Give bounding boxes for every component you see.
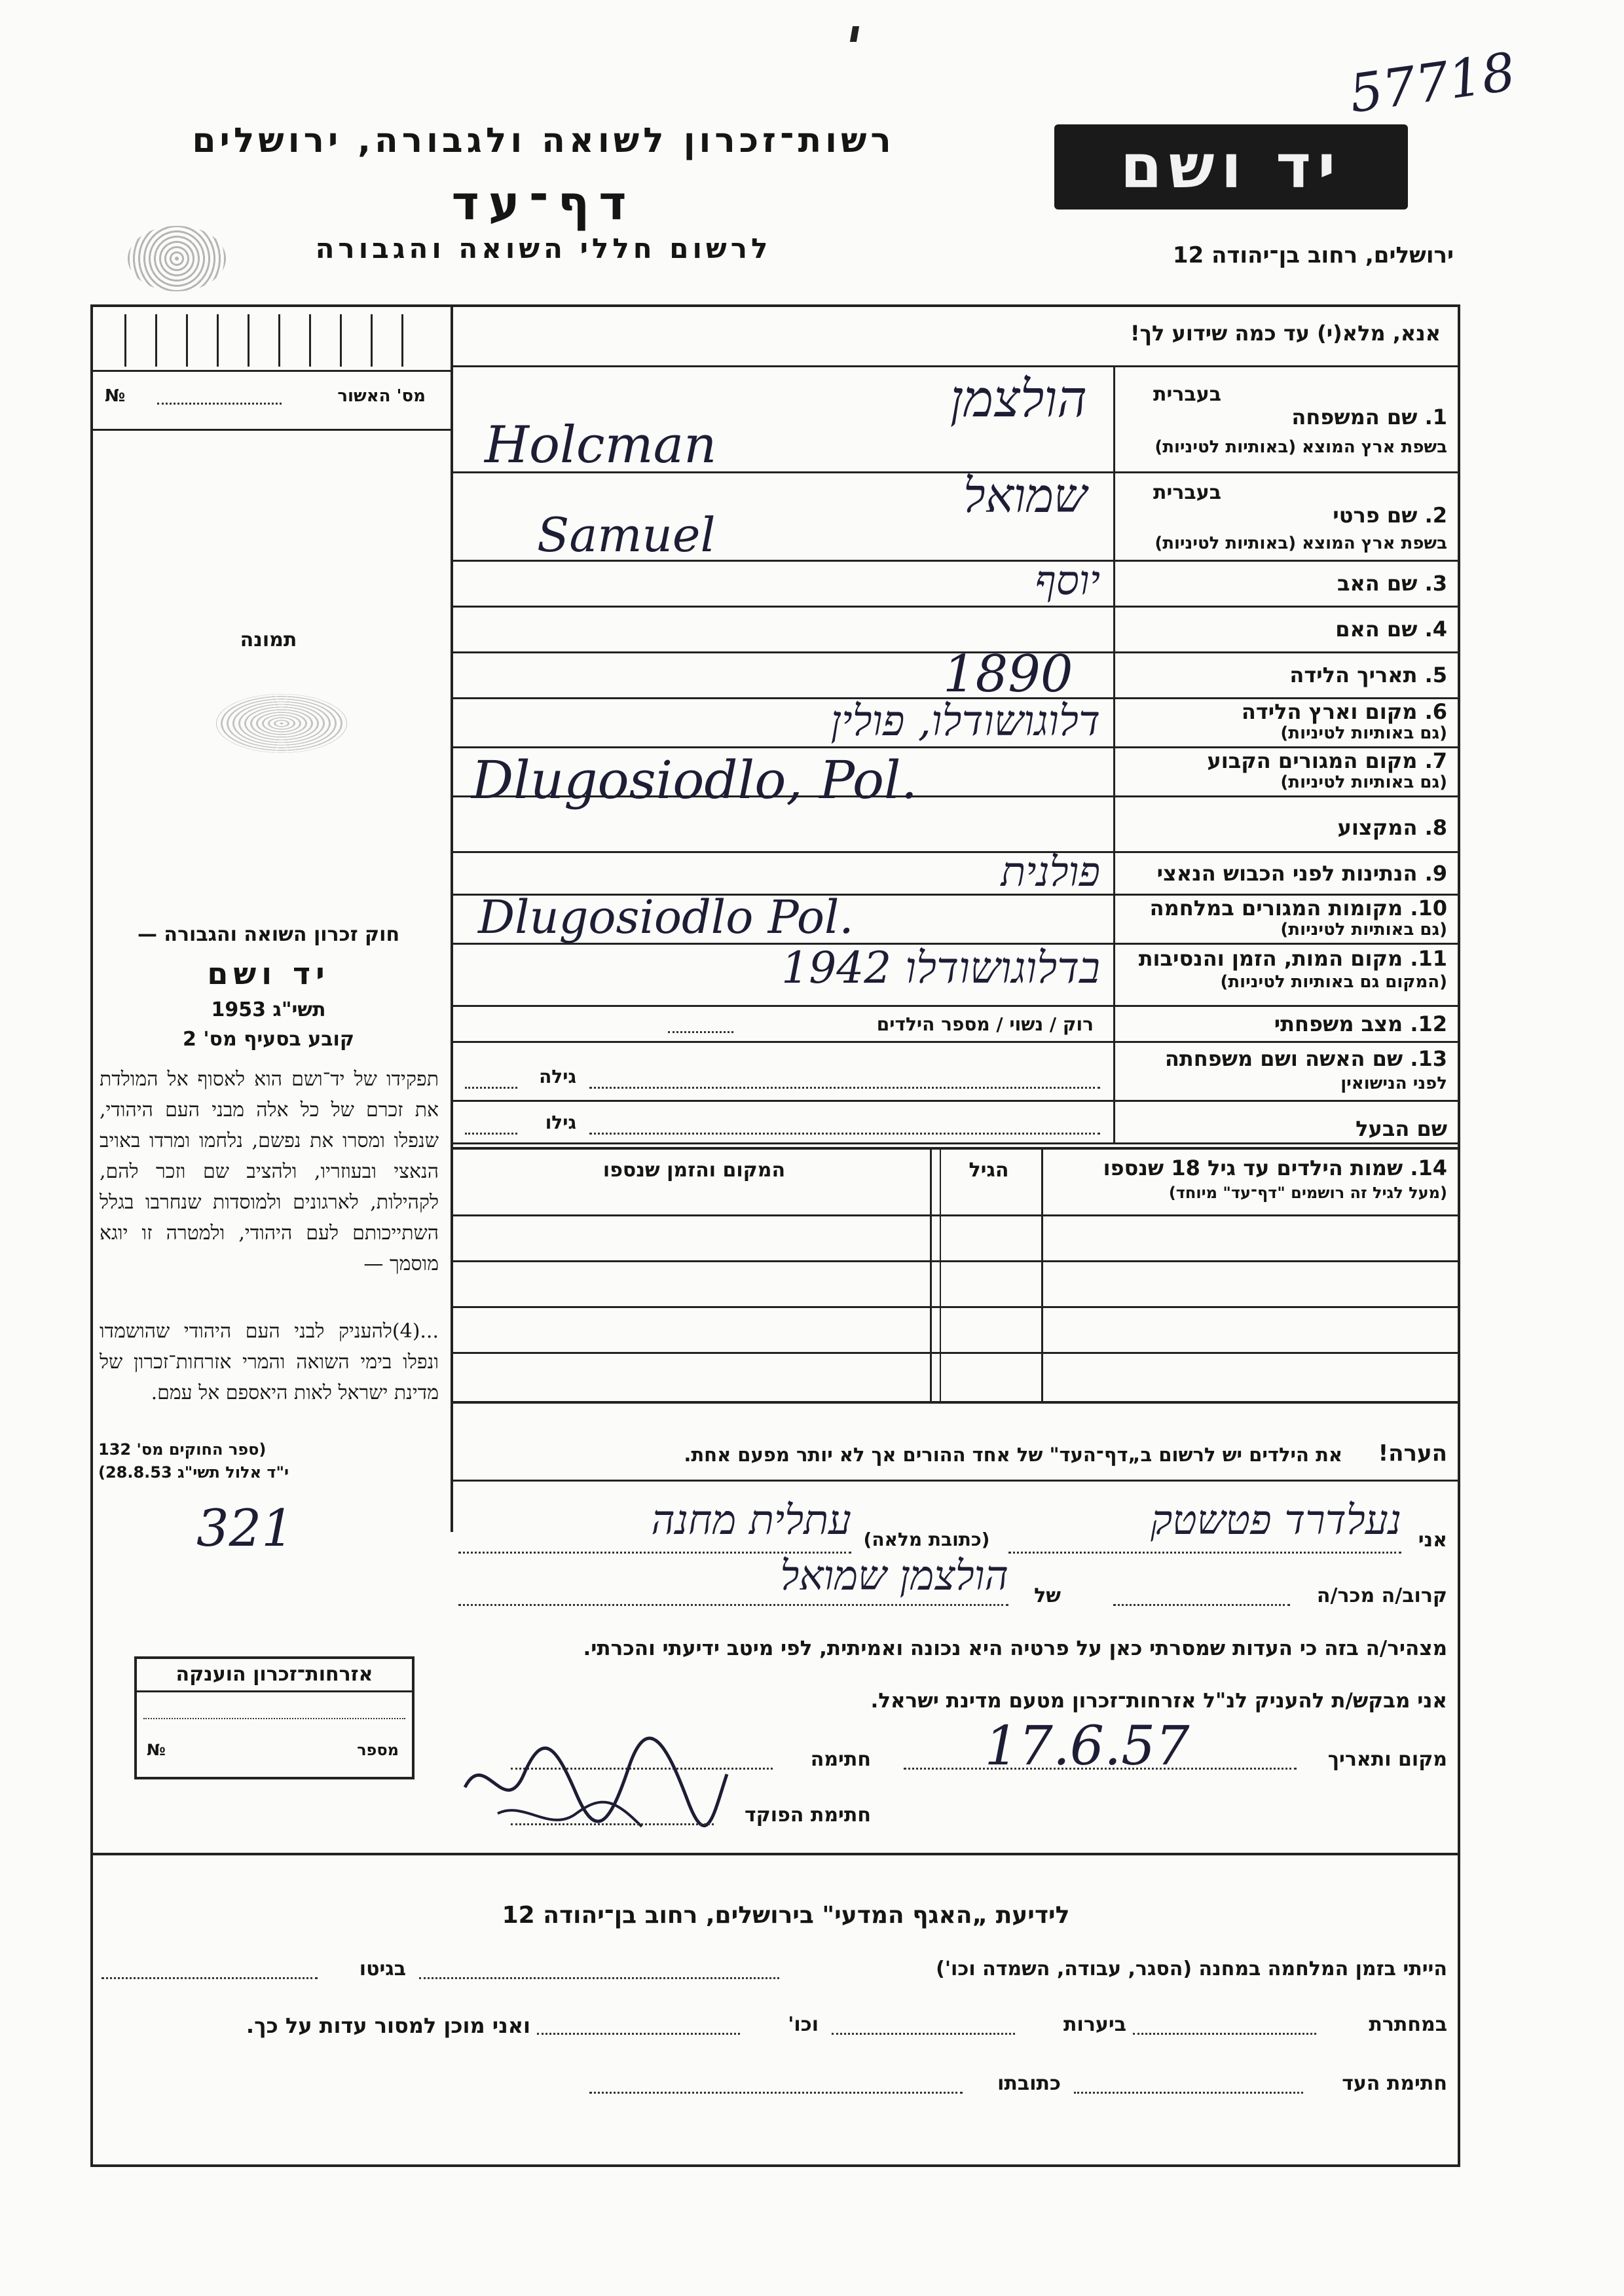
sidebar-divider <box>451 304 453 1532</box>
law-text-2: ...(4)להעניק לבני העם היהודי שהושמדו ונפלו בימי השואה והמרי אזרחות־זכרון של מדינת ישראל לאות היאספם אל עמם. <box>100 1320 439 1404</box>
citizenship-box-number: מספר <box>357 1741 399 1759</box>
field-2-sublabel: בשפת ארץ המוצא (באותיות לטיניות) <box>1154 534 1447 553</box>
field-4-text: שם האם <box>1335 617 1418 642</box>
children-row-1 <box>452 1214 1459 1216</box>
field-5-number: 5. <box>1424 663 1447 687</box>
declarant-bottom-line <box>92 1853 1459 1855</box>
field-5-label <box>1120 663 1447 687</box>
field-10-sublabel: (גם באותיות לטיניות) <box>1280 920 1447 939</box>
request-text: אני מבקש/ת להעניק לנ"ל אזרחות־זכרון מטעם מדינת ישראל. <box>870 1689 1447 1713</box>
of-label: של <box>1034 1584 1061 1607</box>
place-date-field[interactable] <box>904 1768 1297 1770</box>
footer-witness-label: חתימת העד <box>1342 2072 1447 2095</box>
declarant-address-value[interactable]: עתלית מחנה <box>651 1496 851 1544</box>
field-5-value[interactable]: 1890 <box>943 645 1073 704</box>
husband-age-field[interactable] <box>465 1133 517 1135</box>
footer-forests-label: ביערות <box>1063 2013 1126 2036</box>
field-7-value[interactable]: Dlugosiodlo, Pol. <box>471 750 918 811</box>
approval-line <box>92 370 452 372</box>
logo-text: יד ושם <box>1120 132 1342 202</box>
children-col-3 <box>940 1147 941 1402</box>
field-11-label <box>1120 946 1447 971</box>
field-12-text: מצב משפחתי <box>1274 1011 1403 1036</box>
row-line-13 <box>452 1100 1459 1102</box>
husband-name-label: שם הבעל <box>1356 1116 1447 1141</box>
law-year <box>98 998 439 1021</box>
field-1-label <box>1120 405 1447 429</box>
citizenship-box-line <box>143 1718 405 1719</box>
husband-name-field[interactable] <box>589 1133 1100 1135</box>
field-6-value[interactable]: דלוגושודלו, פולין <box>830 697 1100 746</box>
footer-ready-text: ואני מוכן למסור עדות על כך. <box>246 2013 530 2038</box>
label-column-divider <box>1113 367 1115 1142</box>
footer-etc-label: וכו' <box>788 2013 819 2036</box>
citizenship-box-no: № <box>147 1741 166 1759</box>
footer-etc-field[interactable] <box>537 2033 740 2035</box>
officer-signature-field[interactable] <box>511 1823 714 1825</box>
field-1-number: 1. <box>1424 405 1447 429</box>
form-instruction: אנא, מלא(י) עד כמה שידוע לך! <box>1130 321 1441 346</box>
children-table-bottom <box>452 1401 1459 1404</box>
archive-stamp-number: 57718 <box>1345 41 1519 125</box>
law-year-number: 1953 <box>211 998 266 1021</box>
approval-divider <box>92 429 452 431</box>
frame-right <box>1458 304 1460 2167</box>
signature-label: חתימה <box>810 1748 871 1771</box>
footer-ghetto-label: בגיטו <box>359 1958 406 1980</box>
field-3-label <box>1120 571 1447 596</box>
field-1-sublabel: בשפת ארץ המוצא (באותיות לטיניות) <box>1154 437 1447 457</box>
frame-bottom <box>90 2164 1460 2167</box>
law-text: תפקידו של יד־ושם הוא לאסוף אל המולדת את זכרם של כל אלה מבני העם היהודי, שנפלו ומסרו את נפשם, נלחמו ומרדו באויב הנאצי ובעוזריו, ולהציב שם וזכר להם, לקהילות, לארגונים ולמוסדות שנחרבו בגלל השתייכותם לעם היהודי, ולמטרה זו יוגא מוסמך — <box>100 1068 439 1275</box>
field-2-hebrew-value[interactable]: שמואל <box>963 468 1087 523</box>
declarant-extra-number: 321 <box>196 1499 294 1558</box>
footer-underground-field[interactable] <box>1133 2033 1316 2035</box>
frame-left <box>90 304 93 2167</box>
footer-camp-line: הייתי בזמן המלחמה במחנה (הסגר, עבודה, השמדה וכו') <box>936 1958 1447 1980</box>
field-11-sublabel: (המקום גם באותיות לטיניות) <box>1220 972 1447 992</box>
field-8-text: המקצוע <box>1337 815 1418 840</box>
children-table-top <box>452 1147 1459 1150</box>
citizenship-box-title: אזרחות־זכרון הוענקה <box>137 1659 412 1692</box>
field-9-label <box>1120 861 1447 886</box>
photo-stamp-smudge <box>216 694 347 753</box>
note-text: את הילדים יש לרשום ב„דף־העד" של אחד ההורים אך לא יותר מפעם אחת. <box>684 1444 1342 1466</box>
field-13-label <box>1120 1046 1447 1071</box>
wife-name-field[interactable] <box>589 1087 1100 1089</box>
field-13-sublabel: לפני הנישואין <box>1340 1074 1447 1093</box>
field-13-text: שם האשה ושם משפחתה <box>1164 1046 1403 1071</box>
children-col-2 <box>930 1147 932 1402</box>
note-line <box>452 1480 1459 1482</box>
husband-age-label: גילו <box>545 1112 576 1133</box>
children-col-age: הגיל <box>969 1159 1009 1182</box>
children-row-4 <box>452 1352 1459 1354</box>
field-13-number: 13. <box>1410 1046 1447 1071</box>
law-year-hebrew: תשי"ג <box>272 998 326 1021</box>
children-sublabel: (מעל לגיל זה רושמים "דף־עד" מיוחד) <box>1168 1184 1447 1202</box>
children-label <box>1041 1156 1447 1180</box>
field-6-label <box>1120 699 1447 724</box>
field-10-text: מקומות המגורים במלחמה <box>1149 896 1403 920</box>
field-11-number: 11. <box>1410 946 1447 971</box>
children-col-place: המקום והזמן שנספו <box>602 1159 786 1182</box>
law-name: יד ושם <box>207 956 330 991</box>
field-2-label <box>1120 503 1447 528</box>
field-1-latin-value[interactable]: Holcman <box>485 416 717 475</box>
field-5-text: תאריך הלידה <box>1289 663 1418 687</box>
field-2-text: שם פרטי <box>1333 503 1418 528</box>
field-12-label <box>1120 1011 1447 1036</box>
field-1-hebrew-value[interactable]: הולצמן <box>950 370 1087 429</box>
citizenship-box <box>134 1656 415 1779</box>
place-date-label: מקום ותאריך <box>1327 1748 1447 1771</box>
relative-field[interactable] <box>1113 1604 1290 1606</box>
declarant-name-field[interactable] <box>1008 1552 1401 1554</box>
field-3-value[interactable]: יוסף <box>1035 556 1100 604</box>
lang-hebrew-1: בעברית <box>1153 383 1221 406</box>
wife-age-field[interactable] <box>465 1087 517 1089</box>
declaration-text: מצהיר/ה בזה כי העדות שמסרתי כאן על פרטיה היא נכונה ואמיתית, לפי מיטב ידיעתי והכרתי. <box>583 1637 1447 1660</box>
marital-status-options: רוק / נשוי / מספר הילדים <box>876 1013 1094 1035</box>
field-9-text: הנתינות לפני הכבוש הנאצי <box>1156 861 1418 886</box>
relative-label: קרוב/ה מכר/ה <box>1316 1584 1447 1607</box>
row-line-12 <box>452 1041 1459 1043</box>
declarant-address-label: (כתובת מלאה) <box>863 1529 990 1550</box>
approval-number-label: מס' האשור <box>337 386 426 406</box>
children-count-field[interactable] <box>668 1031 733 1033</box>
approval-number-field[interactable] <box>157 403 282 405</box>
approval-no-sign: № <box>105 386 126 406</box>
frame-top <box>90 304 1459 307</box>
footer-address-field[interactable] <box>589 2092 963 2094</box>
field-6-number: 6. <box>1424 699 1447 724</box>
children-text: שמות הילדים עד גיל 18 שנספו <box>1103 1156 1403 1180</box>
field-3-text: שם האב <box>1337 571 1418 596</box>
field-11-text: מקום המות, הזמן והנסיבות <box>1138 946 1403 971</box>
law-title: חוק זכרון השואה והגבורה — <box>137 923 400 946</box>
field-4-number: 4. <box>1424 617 1447 642</box>
place-date-value[interactable]: 17.6.57 <box>984 1715 1190 1777</box>
footer-ghetto-field[interactable] <box>101 1977 318 1979</box>
form-subtitle: לרשום חללי השואה והגבורה <box>315 232 772 264</box>
children-row-2 <box>452 1260 1459 1262</box>
children-number: 14. <box>1410 1156 1447 1180</box>
of-field[interactable] <box>458 1604 1008 1606</box>
officer-signature-label: חתימת הפוקד <box>745 1804 871 1827</box>
field-7-sublabel: (גם באותיות לטיניות) <box>1280 773 1447 792</box>
declarant-name-value[interactable]: נעלדרד פטשטק <box>1151 1496 1401 1544</box>
wife-age-label: גילה <box>539 1066 576 1087</box>
of-value[interactable]: הולצמן שמואל <box>780 1552 1008 1599</box>
field-10-value[interactable]: Dlugosiodlo Pol. <box>478 890 854 944</box>
fingerprint-smudge <box>128 226 226 291</box>
law-clause: קובע בסעיף מס' 2 <box>183 1028 354 1051</box>
field-10-number: 10. <box>1410 896 1447 920</box>
footer-title: לידיעת „האגף המדעי" בירושלים, רחוב בן־יהודה 12 <box>502 1902 1070 1929</box>
field-8-number: 8. <box>1424 815 1447 840</box>
row-line-14 <box>452 1142 1459 1144</box>
footer-camp-field[interactable] <box>419 1977 779 1979</box>
field-11-value[interactable]: בדלוגושודלו 1942 <box>781 943 1100 993</box>
form-title: דף־עד <box>451 175 636 230</box>
field-6-sublabel: (גם באותיות לטיניות) <box>1280 723 1447 743</box>
field-2-number: 2. <box>1424 503 1447 528</box>
field-7-text: מקום המגורים הקבוע <box>1207 748 1418 773</box>
field-8-label <box>1120 815 1447 840</box>
photo-label: תמונה <box>240 629 297 651</box>
field-1-text: שם המשפחה <box>1291 405 1418 429</box>
field-3-number: 3. <box>1424 571 1447 596</box>
field-10-label <box>1120 896 1447 920</box>
row-line-3 <box>452 606 1459 608</box>
institution-name: רשות־זכרון לשואה ולגבורה, ירושלים <box>192 121 895 160</box>
field-2-latin-value[interactable]: Samuel <box>537 507 716 562</box>
footer-address-label: כתובתו <box>997 2072 1061 2095</box>
children-col-1 <box>1041 1147 1043 1402</box>
institution-address: ירושלים, רחוב בן־יהודה 12 <box>1172 242 1454 268</box>
law-reference-2: י"ד אלול תשי"ג 28.8.53) <box>98 1463 289 1482</box>
note-label: הערה! <box>1378 1440 1447 1467</box>
law-reference-1: (ספר החוקים מס' 132 <box>98 1440 267 1459</box>
footer-forests-field[interactable] <box>832 2033 1015 2035</box>
field-4-label <box>1120 617 1447 642</box>
top-tick-mark <box>850 26 859 42</box>
field-12-number: 12. <box>1410 1011 1447 1036</box>
children-row-3 <box>452 1306 1459 1308</box>
field-9-number: 9. <box>1424 861 1447 886</box>
yad-vashem-logo <box>1054 124 1408 210</box>
approval-boxes <box>124 314 432 367</box>
field-7-number: 7. <box>1424 748 1447 773</box>
footer-underground-label: במחתרת <box>1369 2013 1447 2036</box>
footer-witness-field[interactable] <box>1074 2092 1303 2094</box>
field-6-text: מקום וארץ הלידה <box>1241 699 1418 724</box>
instruction-row-line <box>452 365 1459 367</box>
lang-hebrew-2: בעברית <box>1153 481 1221 504</box>
row-line-11 <box>452 1005 1459 1007</box>
field-7-label <box>1120 748 1447 773</box>
declarant-i-label: אני <box>1418 1529 1447 1552</box>
field-9-value[interactable]: פולנית <box>1001 848 1100 896</box>
